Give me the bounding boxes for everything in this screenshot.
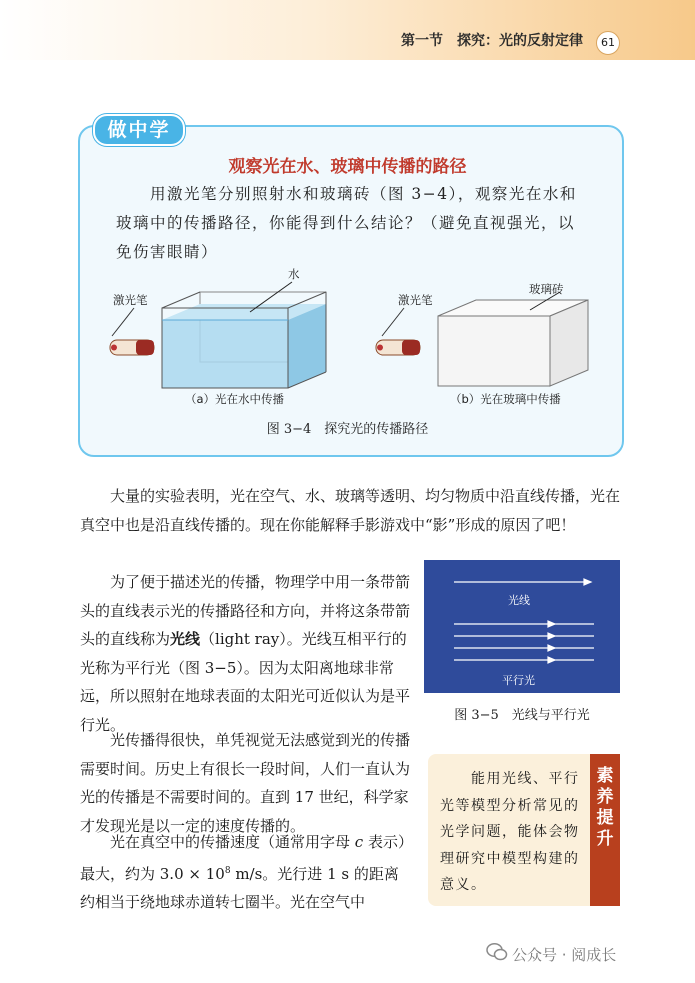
water-tank-figure [100, 270, 340, 400]
caption-b: （b）光在玻璃中传播 [450, 392, 561, 406]
paragraph-1: 大量的实验表明，光在空气、水、玻璃等透明、均匀物质中沿直线传播，光在真空中也是沿直线传播的。现在你能解释手影游戏中“影”形成的原因了吧！ [80, 487, 621, 534]
water-label: 水 [288, 267, 300, 281]
laser-pointer-label-a: 激光笔 [113, 293, 148, 307]
page-number: 61 [596, 31, 620, 55]
parallel-light-label: 平行光 [502, 674, 535, 687]
glass-brick-figure [368, 270, 608, 400]
term-light-ray: 光线 [170, 630, 201, 648]
watermark: 公众号 · 阅成长 [512, 946, 617, 964]
laser-pointer-b-icon [376, 340, 420, 355]
activity-text: 用激光笔分别照射水和玻璃砖（图 3−4），观察光在水和玻璃中的传播路径，你能得到什么结论？（避免直视强光，以免伤害眼睛） [116, 185, 577, 261]
figure-3-5-caption: 图 3−5 光线与平行光 [454, 708, 590, 723]
activity-badge: 做中学 [93, 114, 185, 146]
laser-pointer-a-icon [110, 340, 154, 355]
paragraph-3: 光传播得很快，单凭视觉无法感觉到光的传播需要时间。历史上有很长一段时间，人们一直认为光的传播是不需要时间的。直到 17 世纪，科学家才发现光是以一定的速度传播的。 [80, 731, 411, 835]
section-title: 第一节 探究：光的反射定律 [401, 33, 583, 49]
literacy-text: 能用光线、平行光等模型分析常见的光学问题，能体会物理研究中模型构建的意义。 [440, 771, 580, 893]
caption-a: （a）光在水中传播 [185, 392, 285, 406]
paragraph-4: 光在真空中的传播速度（通常用字母 c 表示）最大，约为 $3.0 \times 10^8$ m/s。光行进 1 s 的距离约相当于绕地球赤道转七圈半。光在空气中 [80, 833, 406, 911]
figure-3-4-caption: 图 3−4 探究光的传播路径 [266, 422, 429, 437]
header-band [0, 0, 695, 60]
light-ray-label: 光线 [508, 594, 530, 607]
activity-title: 观察光在水、玻璃中传播的路径 [228, 157, 467, 177]
literacy-tab: 素养提升 [590, 754, 620, 906]
light-ray-panel [424, 560, 620, 693]
wechat-icon [486, 942, 508, 962]
glass-brick-label: 玻璃砖 [529, 282, 564, 296]
laser-pointer-label-b: 激光笔 [398, 293, 433, 307]
paragraph-2: 为了便于描述光的传播，物理学中用一条带箭头的直线表示光的传播路径和方向，并将这条带箭头的直线称为光线（light ray）。光线互相平行的光称为平行光（图 3−5）。因为太阳离地球非常远，所以照射在地球表面的太阳光可近似认为是平行光。 [80, 573, 411, 734]
